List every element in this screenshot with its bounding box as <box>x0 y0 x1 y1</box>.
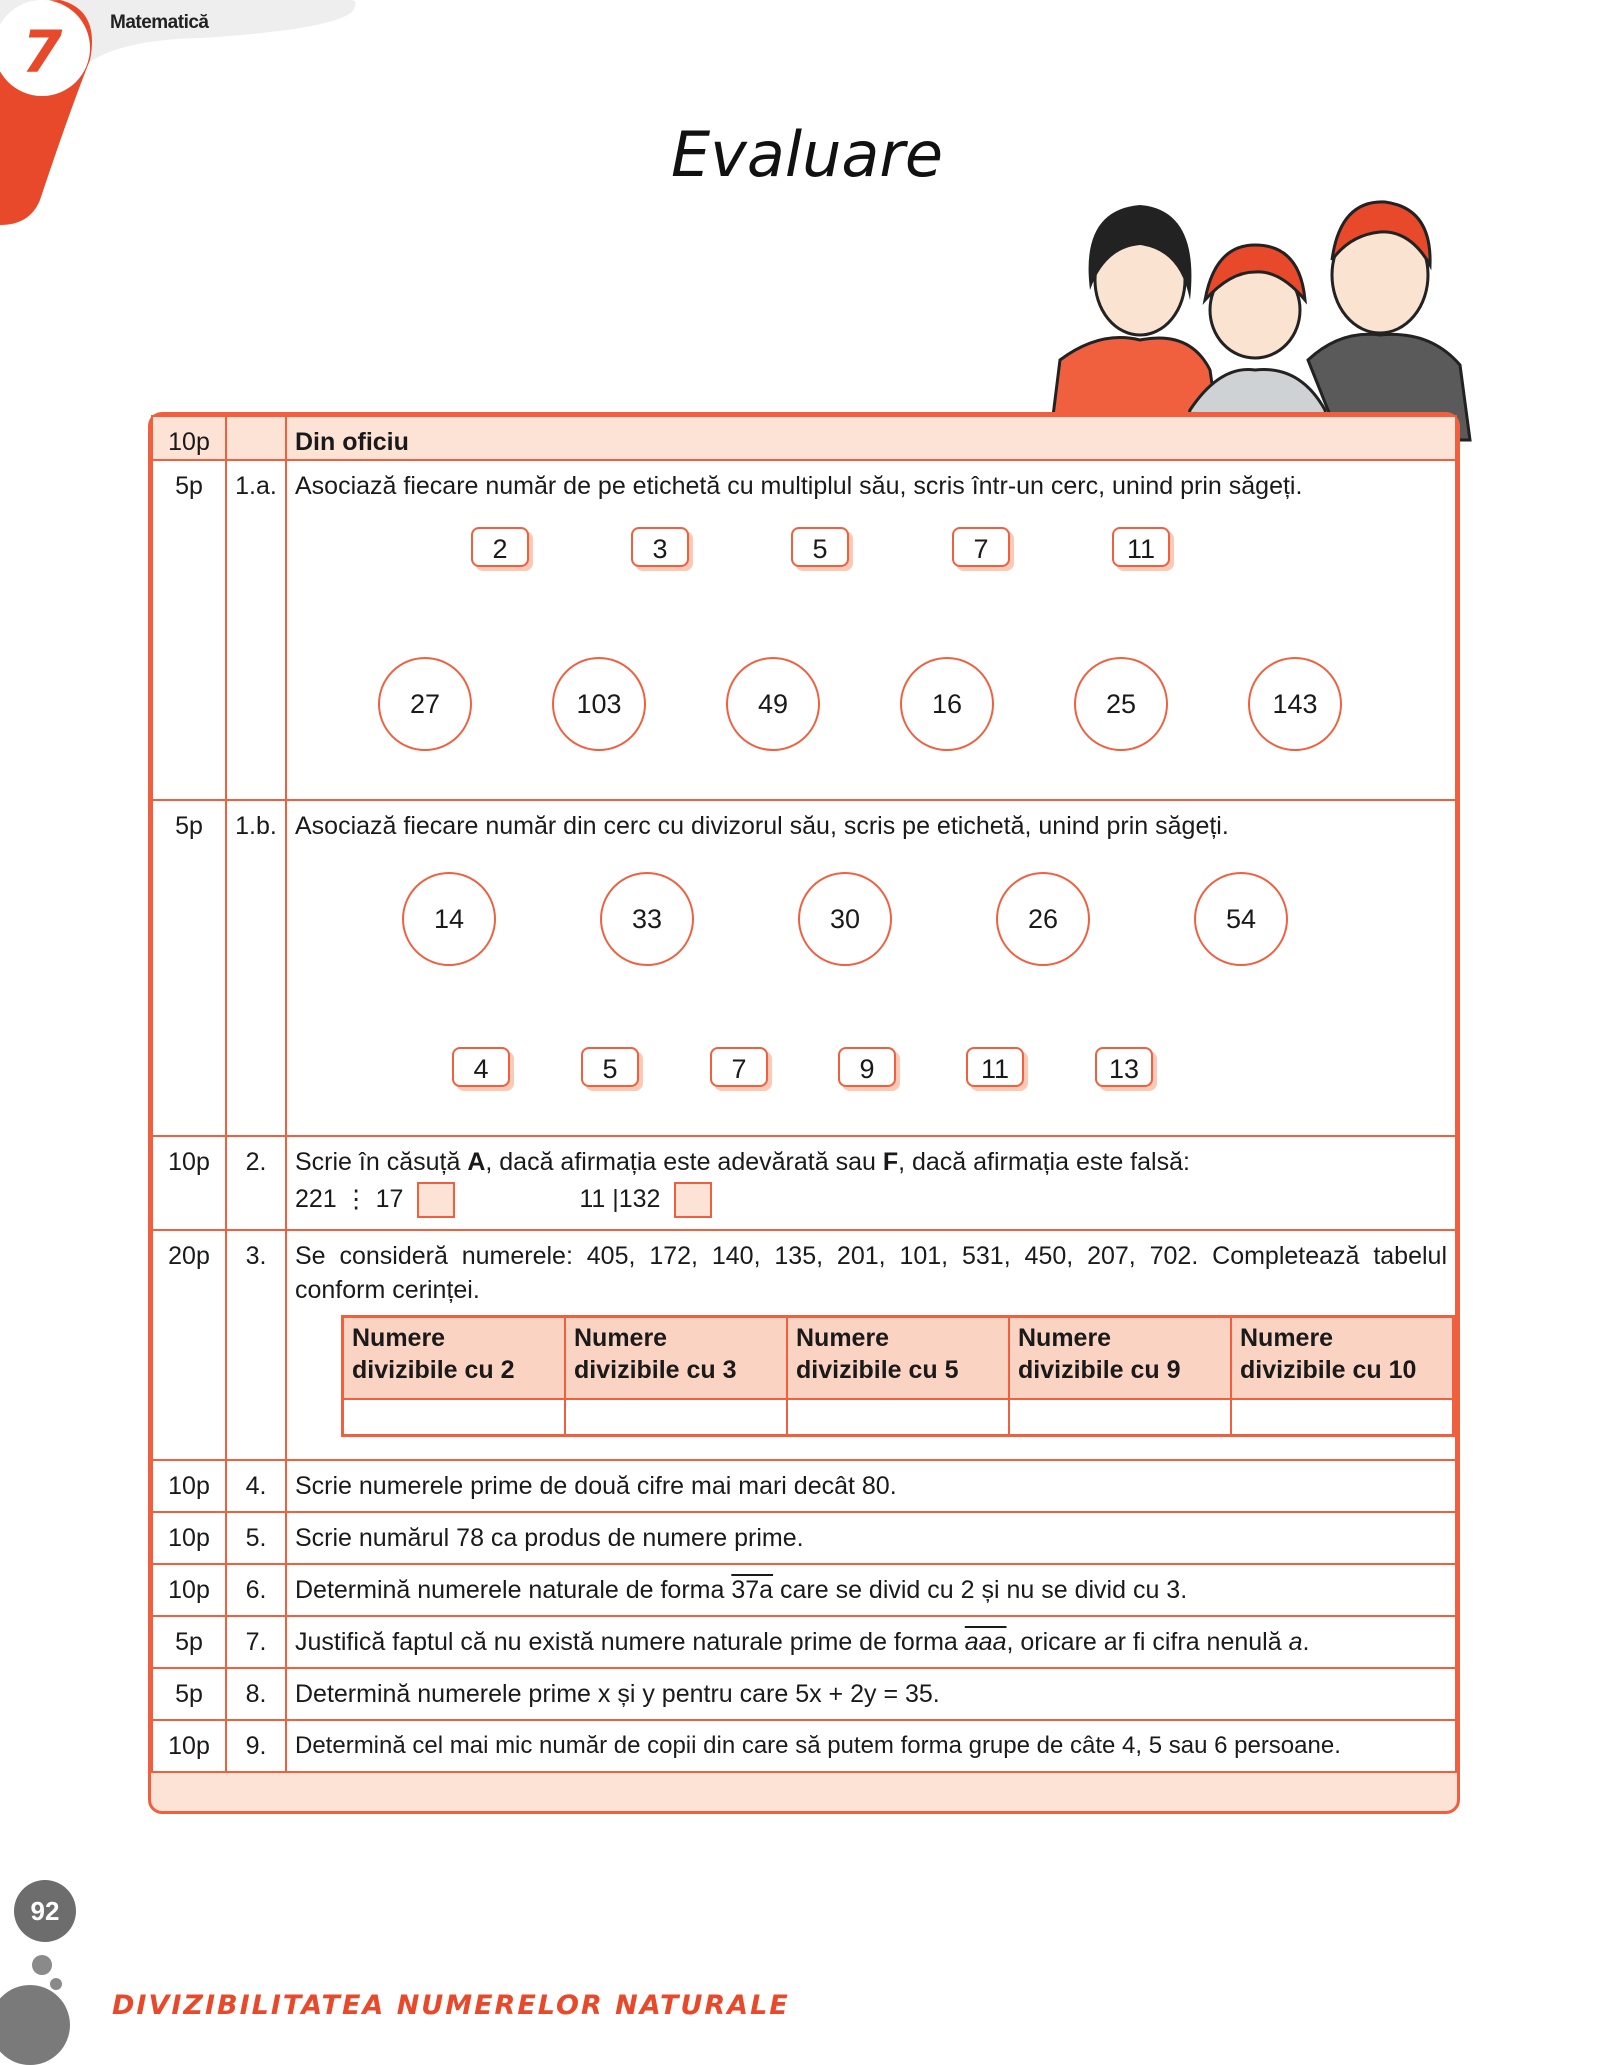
table-row <box>152 1136 1456 1230</box>
column-header: Numere divizibile cu 5 <box>787 1317 1009 1400</box>
exercise-text: Justifică faptul că nu există numere naturale prime de forma $\overline{aaa}$, oricare ar fi cifra nenulă a. <box>295 1628 1310 1656</box>
exercise-text: Determină numerele prime x și y pentru care 5x + 2y = 35. <box>295 1680 940 1708</box>
number-tag: 2 <box>471 527 529 567</box>
divisibility-table <box>341 1315 1455 1437</box>
chapter-title: DIVIZIBILITATEA NUMERELOR NATURALE <box>112 1990 790 2021</box>
evaluation-table <box>148 412 1460 1814</box>
points-label: 10p <box>168 1576 210 1604</box>
number-circle: 143 <box>1248 657 1342 751</box>
table-row <box>152 1668 1456 1720</box>
column-header: Numere divizibile cu 10 <box>1231 1317 1454 1400</box>
exercise-text: Asociază fiecare număr de pe etichetă cu multiplul său, scris într-un cerc, unind prin săgeți. <box>295 472 1303 500</box>
points-label: 20p <box>168 1242 210 1270</box>
table-row <box>152 460 1456 800</box>
answer-box-1[interactable] <box>417 1182 455 1218</box>
exercise-number: 2. <box>245 1148 267 1176</box>
points-label: 5p <box>175 812 203 840</box>
exercise-number: 9. <box>245 1732 267 1760</box>
number-circle: 16 <box>900 657 994 751</box>
table-row <box>152 1230 1456 1460</box>
exercise-number: 1.a. <box>235 472 277 500</box>
number-tag: 11 <box>1112 527 1170 567</box>
answer-cell[interactable] <box>787 1399 1009 1436</box>
table-row <box>152 1720 1456 1772</box>
number-tag: 7 <box>710 1047 768 1087</box>
points-label: 10p <box>168 1524 210 1552</box>
number-circle: 30 <box>798 872 892 966</box>
exercise-number: 8. <box>245 1680 267 1708</box>
exercise-number: 7. <box>245 1628 267 1656</box>
number-tag: 4 <box>452 1047 510 1087</box>
number-circle: 25 <box>1074 657 1168 751</box>
table-row <box>152 416 1456 460</box>
exercise-text: Asociază fiecare număr din cerc cu divizorul său, scris pe etichetă, unind prin săgeți. <box>295 812 1229 840</box>
exercise-text: Se consideră numerele: 405, 172, 140, 135, 201, 101, 531, 450, 207, 702. Completează tabelul conform cerinței. <box>295 1242 1447 1304</box>
points-label: 5p <box>175 1680 203 1708</box>
grade-number: 7 <box>22 18 63 86</box>
column-header: Numere divizibile cu 9 <box>1009 1317 1231 1400</box>
exercise-text: Scrie în căsuță A, dacă afirmația este adevărată sau F, dacă afirmația este falsă: <box>295 1148 1190 1176</box>
decorative-dot <box>50 1978 62 1990</box>
page-title: Evaluare <box>670 118 943 191</box>
points-label: 10p <box>168 1472 210 1500</box>
table-row <box>152 800 1456 1136</box>
statement-1: 221 ⋮ 17 <box>295 1185 404 1213</box>
points-label: 5p <box>175 1628 203 1656</box>
decorative-circle <box>0 1985 70 2065</box>
number-circle: 33 <box>600 872 694 966</box>
points-label: 5p <box>175 472 203 500</box>
table-row <box>152 1564 1456 1616</box>
number-tag: 5 <box>581 1047 639 1087</box>
subject-label: Matematică <box>110 12 209 33</box>
table-row <box>152 1512 1456 1564</box>
exercise-number: 3. <box>245 1242 267 1270</box>
points-label: 10p <box>168 1732 210 1760</box>
exercise-number: 5. <box>245 1524 267 1552</box>
number-circle: 54 <box>1194 872 1288 966</box>
number-tag: 11 <box>966 1047 1024 1087</box>
number-tag: 3 <box>631 527 689 567</box>
table-row <box>152 1460 1456 1512</box>
points-label: 10p <box>168 1148 210 1176</box>
number-circle: 26 <box>996 872 1090 966</box>
exercise-number: 1.b. <box>235 812 277 840</box>
answer-cell[interactable] <box>1009 1399 1231 1436</box>
column-header: Numere divizibile cu 3 <box>565 1317 787 1400</box>
answer-cell[interactable] <box>565 1399 787 1436</box>
row-label: Din oficiu <box>295 428 409 456</box>
answer-box-2[interactable] <box>674 1182 712 1218</box>
exercise-number: 6. <box>245 1576 267 1604</box>
column-header: Numere divizibile cu 2 <box>343 1317 566 1400</box>
number-tag: 13 <box>1095 1047 1153 1087</box>
exercise-text: Scrie numerele prime de două cifre mai mari decât 80. <box>295 1472 897 1500</box>
answer-cell[interactable] <box>343 1399 566 1436</box>
exercise-text: Scrie numărul 78 ca produs de numere prime. <box>295 1524 804 1552</box>
exercise-text: Determină numerele naturale de forma 37a care se divid cu 2 și nu se divid cu 3. <box>295 1576 1188 1604</box>
exercise-text: Determină cel mai mic număr de copii din care să putem forma grupe de câte 4, 5 sau 6 persoane. <box>295 1732 1341 1759</box>
number-circle: 27 <box>378 657 472 751</box>
number-tag: 7 <box>952 527 1010 567</box>
number-circle: 103 <box>552 657 646 751</box>
page-number: 92 <box>14 1880 76 1942</box>
statement-2: 11 |132 <box>579 1185 661 1213</box>
number-tag: 5 <box>791 527 849 567</box>
points-label: 10p <box>168 428 210 456</box>
exercise-number: 4. <box>245 1472 267 1500</box>
answer-cell[interactable] <box>1231 1399 1454 1436</box>
table-row <box>152 1616 1456 1668</box>
number-tag: 9 <box>838 1047 896 1087</box>
decorative-dot <box>32 1955 52 1975</box>
number-circle: 49 <box>726 657 820 751</box>
number-circle: 14 <box>402 872 496 966</box>
